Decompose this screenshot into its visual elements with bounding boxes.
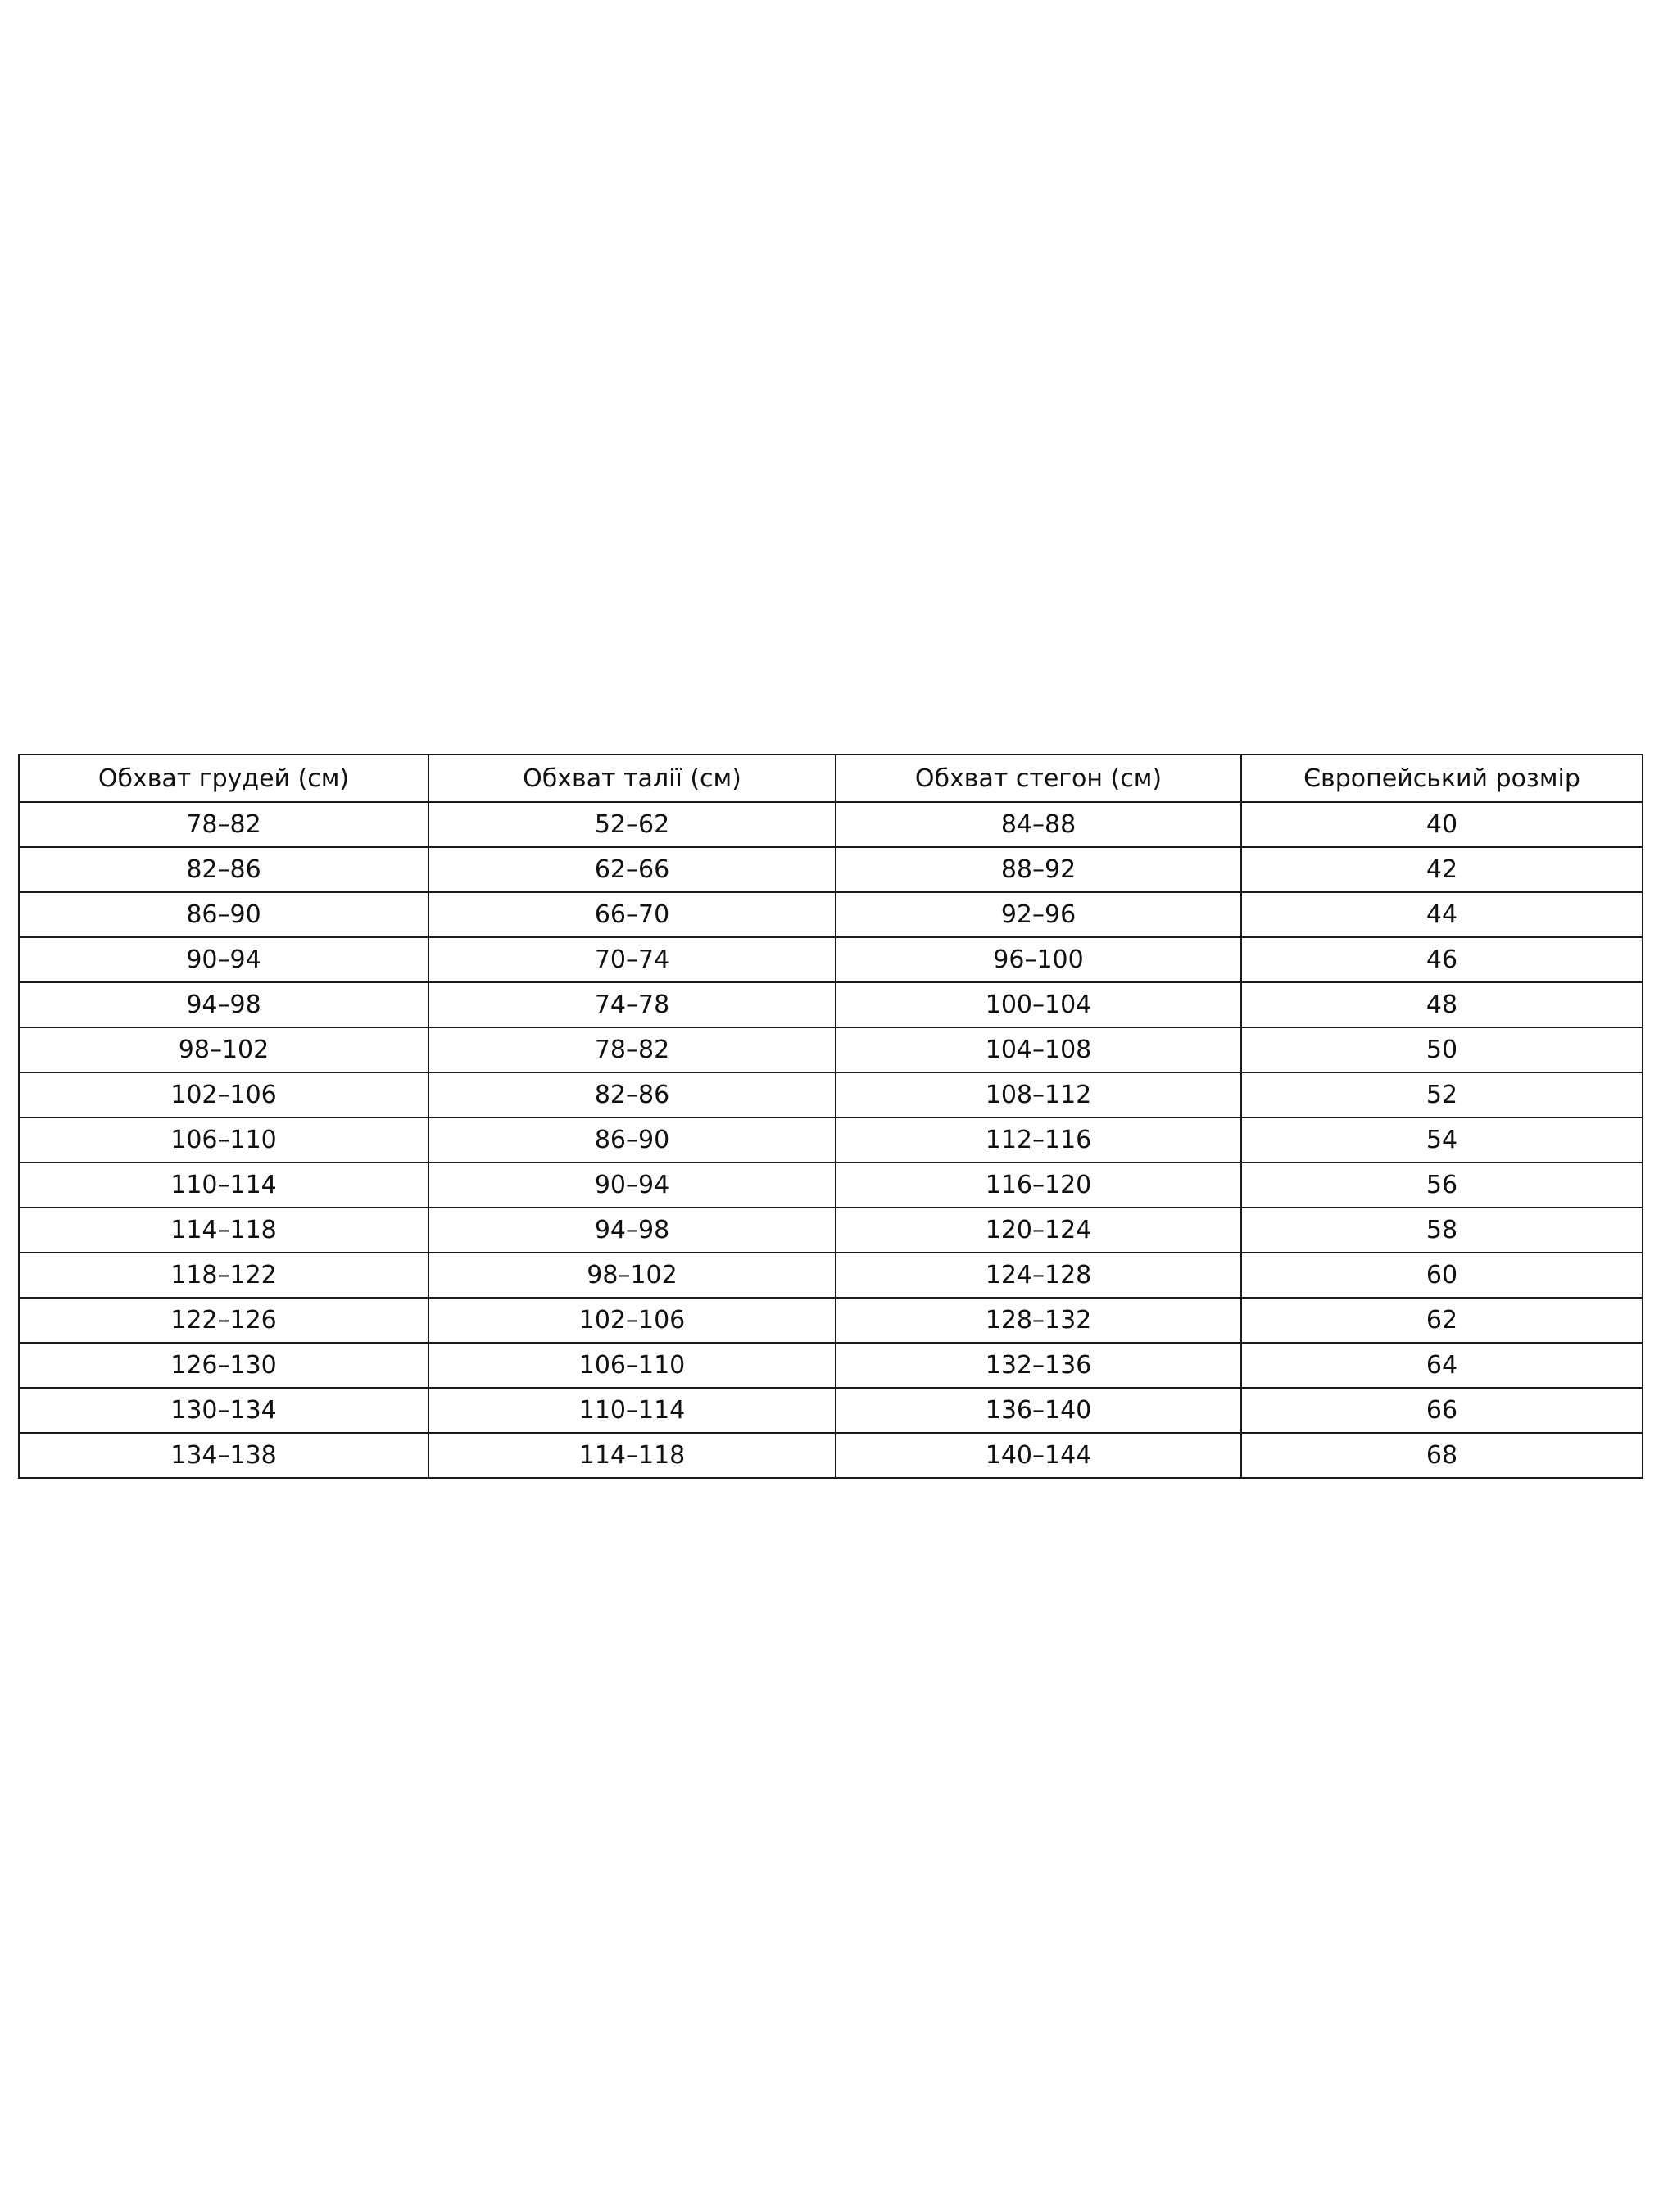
cell-hips: 124–128 bbox=[836, 1253, 1241, 1298]
cell-waist: 70–74 bbox=[428, 937, 836, 982]
table-body bbox=[19, 802, 1643, 1478]
cell-waist: 106–110 bbox=[428, 1343, 836, 1388]
cell-hips: 128–132 bbox=[836, 1298, 1241, 1343]
cell-chest: 86–90 bbox=[19, 892, 428, 937]
size-chart-container bbox=[18, 754, 1642, 1479]
cell-eu-size: 48 bbox=[1241, 982, 1643, 1027]
cell-waist: 52–62 bbox=[428, 802, 836, 847]
cell-waist: 90–94 bbox=[428, 1163, 836, 1208]
cell-chest: 110–114 bbox=[19, 1163, 428, 1208]
cell-hips: 84–88 bbox=[836, 802, 1241, 847]
cell-waist: 62–66 bbox=[428, 847, 836, 892]
size-chart-table bbox=[18, 754, 1643, 1479]
cell-waist: 98–102 bbox=[428, 1253, 836, 1298]
table-row bbox=[19, 1388, 1643, 1433]
cell-eu-size: 52 bbox=[1241, 1072, 1643, 1117]
table-row bbox=[19, 1253, 1643, 1298]
table-row bbox=[19, 1163, 1643, 1208]
table-row bbox=[19, 937, 1643, 982]
cell-eu-size: 46 bbox=[1241, 937, 1643, 982]
cell-eu-size: 44 bbox=[1241, 892, 1643, 937]
cell-eu-size: 60 bbox=[1241, 1253, 1643, 1298]
table-header bbox=[19, 755, 1643, 802]
column-header-eu-size: Європейський розмір bbox=[1241, 755, 1643, 802]
table-row bbox=[19, 802, 1643, 847]
cell-chest: 126–130 bbox=[19, 1343, 428, 1388]
table-row bbox=[19, 1298, 1643, 1343]
table-row bbox=[19, 1072, 1643, 1117]
cell-hips: 104–108 bbox=[836, 1027, 1241, 1072]
cell-eu-size: 40 bbox=[1241, 802, 1643, 847]
cell-waist: 74–78 bbox=[428, 982, 836, 1027]
cell-waist: 114–118 bbox=[428, 1433, 836, 1478]
cell-eu-size: 56 bbox=[1241, 1163, 1643, 1208]
cell-waist: 94–98 bbox=[428, 1208, 836, 1253]
cell-waist: 110–114 bbox=[428, 1388, 836, 1433]
table-row bbox=[19, 982, 1643, 1027]
cell-chest: 114–118 bbox=[19, 1208, 428, 1253]
cell-hips: 92–96 bbox=[836, 892, 1241, 937]
cell-hips: 132–136 bbox=[836, 1343, 1241, 1388]
cell-hips: 116–120 bbox=[836, 1163, 1241, 1208]
table-row bbox=[19, 1343, 1643, 1388]
cell-chest: 90–94 bbox=[19, 937, 428, 982]
cell-waist: 82–86 bbox=[428, 1072, 836, 1117]
cell-chest: 98–102 bbox=[19, 1027, 428, 1072]
cell-waist: 78–82 bbox=[428, 1027, 836, 1072]
cell-eu-size: 68 bbox=[1241, 1433, 1643, 1478]
table-header-row bbox=[19, 755, 1643, 802]
cell-chest: 94–98 bbox=[19, 982, 428, 1027]
cell-chest: 134–138 bbox=[19, 1433, 428, 1478]
column-header-waist: Обхват талії (см) bbox=[428, 755, 836, 802]
cell-waist: 102–106 bbox=[428, 1298, 836, 1343]
cell-chest: 122–126 bbox=[19, 1298, 428, 1343]
cell-eu-size: 42 bbox=[1241, 847, 1643, 892]
table-row bbox=[19, 1117, 1643, 1163]
cell-chest: 78–82 bbox=[19, 802, 428, 847]
cell-eu-size: 50 bbox=[1241, 1027, 1643, 1072]
table-row bbox=[19, 892, 1643, 937]
cell-hips: 96–100 bbox=[836, 937, 1241, 982]
cell-chest: 106–110 bbox=[19, 1117, 428, 1163]
cell-eu-size: 58 bbox=[1241, 1208, 1643, 1253]
column-header-chest: Обхват грудей (см) bbox=[19, 755, 428, 802]
cell-waist: 86–90 bbox=[428, 1117, 836, 1163]
cell-chest: 118–122 bbox=[19, 1253, 428, 1298]
cell-hips: 108–112 bbox=[836, 1072, 1241, 1117]
cell-waist: 66–70 bbox=[428, 892, 836, 937]
cell-eu-size: 54 bbox=[1241, 1117, 1643, 1163]
table-row bbox=[19, 1433, 1643, 1478]
cell-hips: 136–140 bbox=[836, 1388, 1241, 1433]
cell-eu-size: 66 bbox=[1241, 1388, 1643, 1433]
cell-hips: 100–104 bbox=[836, 982, 1241, 1027]
cell-hips: 88–92 bbox=[836, 847, 1241, 892]
cell-eu-size: 62 bbox=[1241, 1298, 1643, 1343]
cell-chest: 102–106 bbox=[19, 1072, 428, 1117]
table-row bbox=[19, 1027, 1643, 1072]
table-row bbox=[19, 1208, 1643, 1253]
cell-hips: 112–116 bbox=[836, 1117, 1241, 1163]
cell-hips: 140–144 bbox=[836, 1433, 1241, 1478]
cell-chest: 82–86 bbox=[19, 847, 428, 892]
cell-chest: 130–134 bbox=[19, 1388, 428, 1433]
column-header-hips: Обхват стегон (см) bbox=[836, 755, 1241, 802]
table-row bbox=[19, 847, 1643, 892]
cell-hips: 120–124 bbox=[836, 1208, 1241, 1253]
cell-eu-size: 64 bbox=[1241, 1343, 1643, 1388]
